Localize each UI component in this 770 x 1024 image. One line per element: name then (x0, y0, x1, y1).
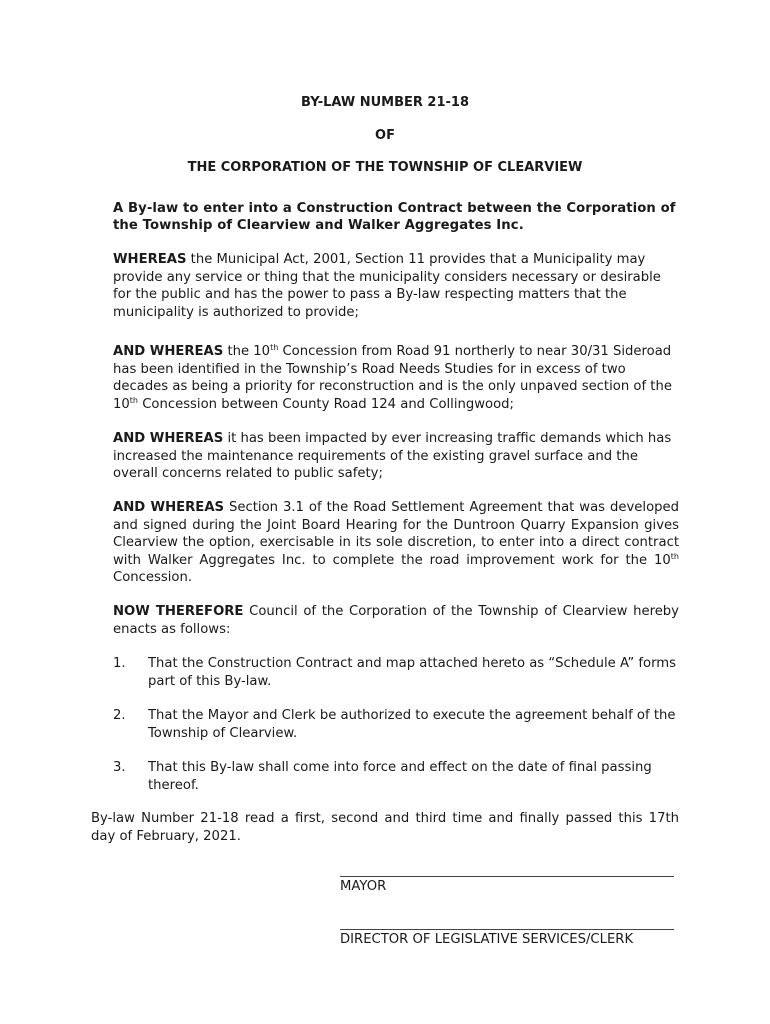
list-item-text: That the Construction Contract and map attached hereto as “Schedule A” forms part of this By-law. (148, 656, 677, 689)
whereas-paragraph-4 (113, 499, 679, 587)
whereas-paragraph-1 (113, 251, 679, 321)
whereas-lead: AND WHEREAS (113, 431, 224, 446)
whereas-paragraph-2 (113, 343, 679, 413)
mayor-signature-line (340, 876, 674, 877)
list-item-text: That the Mayor and Clerk be authorized to execute the agreement behalf of the Township of Clearview. (148, 708, 676, 741)
passed-statement: By-law Number 21-18 read a first, second and third time and finally passed this 17th day of February, 2021. (91, 811, 679, 844)
whereas-text: the 10 (223, 344, 271, 359)
whereas-lead: AND WHEREAS (113, 500, 225, 515)
whereas-text: it has been impacted by ever increasing traffic demands which has increased the maintenance requirements of the existing gravel surface and the overall concerns related to public safety; (113, 431, 672, 481)
mayor-label: MAYOR (340, 879, 387, 894)
bylaw-summary: A By-law to enter into a Construction Contract between the Corporation of the Township of Clearview and Walker Aggregates Inc. (113, 201, 676, 233)
list-item-number: 3. (113, 760, 126, 775)
list-item-number: 2. (113, 708, 126, 723)
whereas-text: Concession from Road 91 northerly to near 30/31 Sideroad has been identified in the Township’s Road Needs Studies for in excess of two decades as being a priority for reconstruction and is the only unpaved section of the 10 (113, 344, 672, 412)
corporation-heading: THE CORPORATION OF THE TOWNSHIP OF CLEARVIEW (187, 160, 583, 175)
now-therefore-paragraph (113, 603, 679, 638)
now-therefore-text: Council of the Corporation of the Township of Clearview hereby enacts as follows: (113, 604, 679, 637)
whereas-paragraph-3 (113, 430, 679, 483)
whereas-lead: AND WHEREAS (113, 344, 224, 359)
of-line: OF (375, 128, 395, 143)
list-item-text: That this By-law shall come into force and effect on the date of final passing thereof. (148, 760, 652, 793)
clerk-label: DIRECTOR OF LEGISLATIVE SERVICES/CLERK (340, 932, 634, 947)
list-item-number: 1. (113, 656, 126, 671)
superscript: th (670, 551, 679, 561)
whereas-text: Concession. (113, 570, 193, 585)
now-therefore-lead: NOW THEREFORE (113, 604, 244, 619)
bylaw-title: BY-LAW NUMBER 21-18 (301, 95, 469, 110)
whereas-text: the Municipal Act, 2001, Section 11 provides that a Municipality may provide any service or thing that the municipality considers necessary or desirable for the public and has the power to pass a By-law respecting matters that the municipality is authorized to provide; (113, 252, 661, 320)
whereas-text: Concession between County Road 124 and Collingwood; (138, 396, 514, 412)
whereas-lead: WHEREAS (113, 252, 187, 267)
superscript: th (129, 395, 138, 405)
whereas-text: Section 3.1 of the Road Settlement Agreement that was developed and signed during the Joint Board Hearing for the Duntroon Quarry Expansion gives Clearview the option, exercisable in its sole discretion, to enter into a direct contract with Walker Aggregates Inc. to complete the road improvement work for the 10 (113, 500, 679, 568)
superscript: th (270, 343, 279, 352)
clerk-signature-line (340, 929, 674, 930)
